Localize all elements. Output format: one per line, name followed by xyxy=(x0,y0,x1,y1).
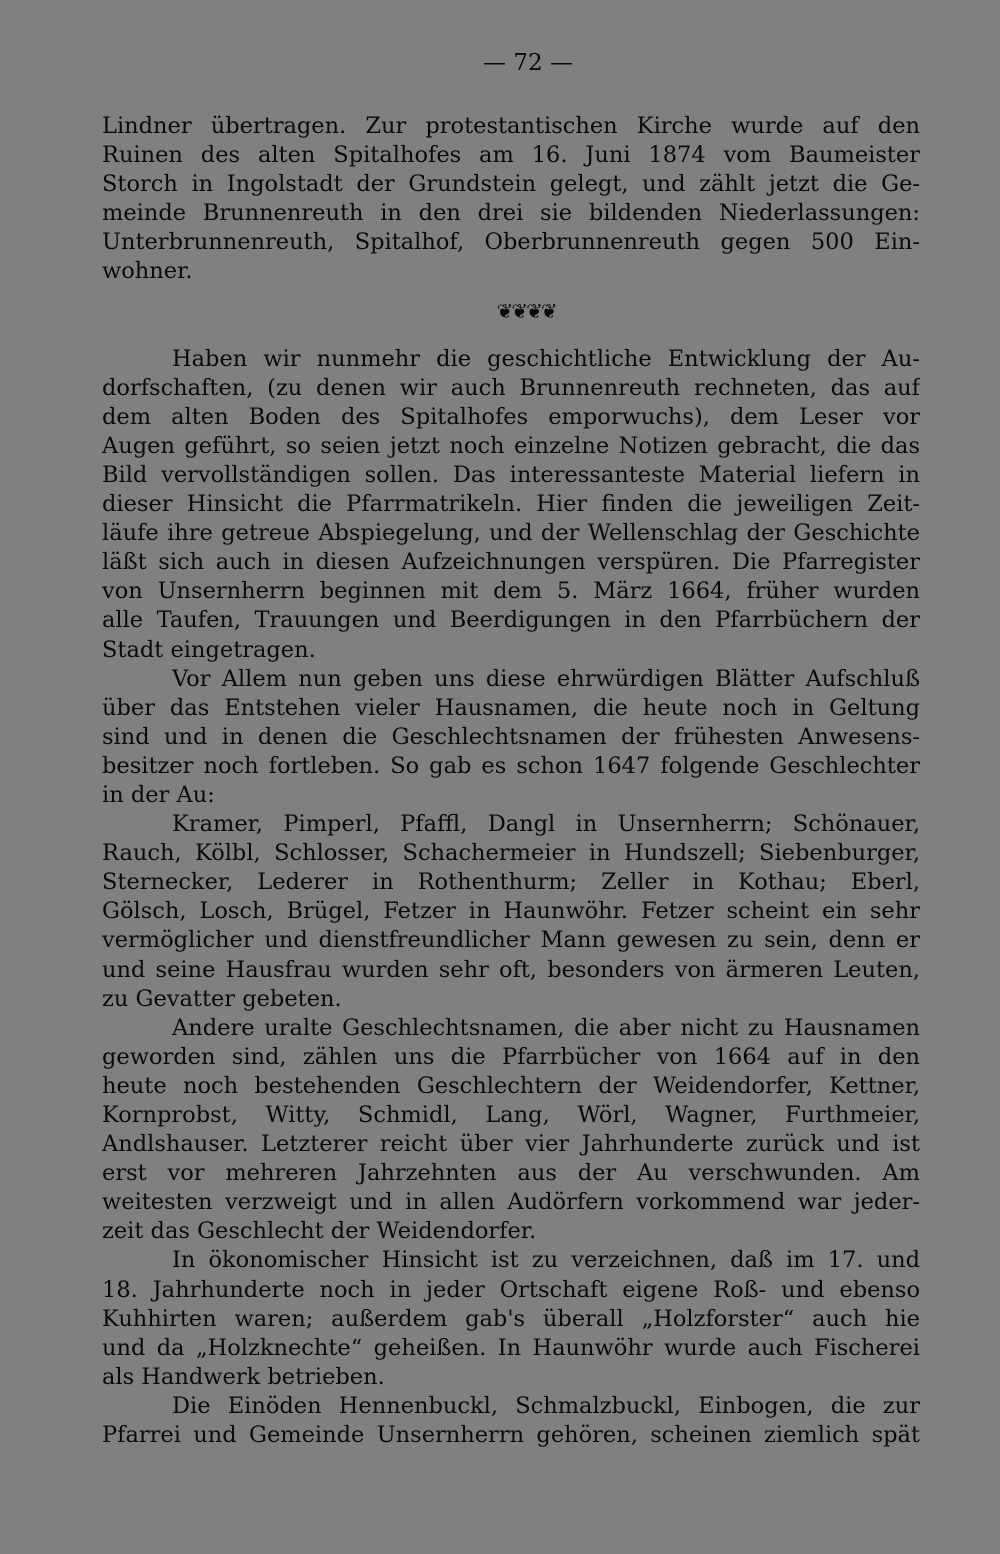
text-line: Storch in Ingolstadt der Grundstein gelegt, und zählt jetzt die Ge- xyxy=(102,171,920,198)
text-line: dieser Hinsicht die Pfarrmatrikeln. Hier finden die jeweiligen Zeit- xyxy=(102,491,920,518)
text-line: dem alten Boden des Spitalhofes emporwuchs), dem Leser vor xyxy=(102,403,920,430)
text-line: zeit das Geschlecht der Weidendorfer. xyxy=(102,1218,537,1245)
text-line: in der Au: xyxy=(102,781,215,808)
text-line: zu Gevatter gebeten. xyxy=(102,985,342,1012)
text-line: Pfarrei und Gemeinde Unsernherrn gehören, scheinen ziemlich spät xyxy=(102,1422,920,1449)
text-line: Kramer, Pimperl, Pfaffl, Dangl in Unsernherrn; Schönauer, xyxy=(172,811,920,838)
text-line: Unterbrunnenreuth, Spitalhof, Oberbrunnenreuth gegen 500 Ein- xyxy=(102,229,920,256)
text-line: Ruinen des alten Spitalhofes am 16. Juni 1874 vom Baumeister xyxy=(102,142,920,169)
text-line: dorfschaften, (zu denen wir auch Brunnenreuth rechneten, das auf xyxy=(102,374,920,401)
paragraph xyxy=(102,1392,920,1450)
text-line: läßt sich auch in diesen Aufzeichnungen verspüren. Die Pfarregister xyxy=(102,549,920,576)
text-line: Bild vervollständigen sollen. Das interessanteste Material liefern in xyxy=(102,461,920,488)
text-line: Stadt eingetragen. xyxy=(102,636,316,663)
text-line: Sternecker, Lederer in Rothenthurm; Zeller in Kothau; Eberl, xyxy=(102,869,920,896)
text-line: In ökonomischer Hinsicht ist zu verzeichnen, daß im 17. und xyxy=(172,1247,920,1274)
paragraph xyxy=(102,1014,920,1247)
ornament-fleuron-icon: ❦❦❦❦ xyxy=(496,298,556,323)
body-text xyxy=(102,112,920,1450)
text-line: Andere uralte Geschlechtsnamen, die aber nicht zu Hausnamen xyxy=(172,1014,920,1041)
text-line: Augen geführt, so seien jetzt noch einzelne Notizen gebracht, die das xyxy=(102,432,920,459)
text-line: erst vor mehreren Jahrzehnten aus der Au verschwunden. Am xyxy=(102,1160,920,1187)
paragraph xyxy=(102,665,920,810)
text-line: Gölsch, Losch, Brügel, Fetzer in Haunwöhr. Fetzer scheint ein sehr xyxy=(102,898,920,925)
text-line: vermöglicher und dienstfreundlicher Mann gewesen zu sein, denn er xyxy=(102,927,920,954)
paragraph xyxy=(102,345,920,665)
text-line: Lindner übertragen. Zur protestantischen Kirche wurde auf den xyxy=(102,113,920,139)
text-line: läufe ihre getreue Abspiegelung, und der Wellenschlag der Geschichte xyxy=(102,520,920,547)
text-line: Kornprobst, Witty, Schmidl, Lang, Wörl, Wagner, Furthmeier, xyxy=(102,1102,920,1128)
paragraph xyxy=(102,112,920,287)
text-line: heute noch bestehenden Geschlechtern der Weidendorfer, Kettner, xyxy=(102,1072,920,1099)
text-line: sind und in denen die Geschlechtsnamen der frühesten Anwesens- xyxy=(102,723,920,750)
paragraph xyxy=(102,810,920,1014)
text-line: besitzer noch fortleben. So gab es schon 1647 folgende Geschlechter xyxy=(102,752,920,779)
text-line: von Unsernherrn beginnen mit dem 5. März 1664, früher wurden xyxy=(102,578,920,605)
text-line: wohner. xyxy=(102,258,193,285)
text-line: und da „Holzknechte“ geheißen. In Haunwöhr wurde auch Fischerei xyxy=(102,1334,920,1361)
text-line: Andlshauser. Letzterer reicht über vier Jahrhunderte zurück und ist xyxy=(102,1131,920,1158)
text-line: Rauch, Kölbl, Schlosser, Schachermeier in Hundszell; Siebenburger, xyxy=(102,840,920,867)
text-line: meinde Brunnenreuth in den drei sie bildenden Niederlassungen: xyxy=(102,200,920,227)
text-line: als Handwerk betrieben. xyxy=(102,1363,385,1390)
text-line: alle Taufen, Trauungen und Beerdigungen in den Pfarrbüchern der xyxy=(102,607,920,634)
text-line: Haben wir nunmehr die geschichtliche Entwicklung der Au- xyxy=(172,345,920,372)
book-page xyxy=(102,48,920,1468)
page-number: — 72 — xyxy=(483,50,573,76)
text-line: Kuhhirten waren; außerdem gab's überall „Holzforster“ auch hie xyxy=(102,1305,920,1332)
paragraph xyxy=(102,1246,920,1391)
text-line: geworden sind, zählen uns die Pfarrbücher von 1664 auf in den xyxy=(102,1043,920,1070)
text-line: 18. Jahrhunderte noch in jeder Ortschaft eigene Roß- und ebenso xyxy=(102,1276,920,1303)
text-line: und seine Hausfrau wurden sehr oft, besonders von ärmeren Leuten, xyxy=(102,956,920,983)
text-line: weitesten verzweigt und in allen Audörfern vorkommend war jeder- xyxy=(102,1189,920,1216)
text-line: über das Entstehen vieler Hausnamen, die heute noch in Geltung xyxy=(102,694,920,721)
text-line: Die Einöden Hennenbuckl, Schmalzbuckl, Einbogen, die zur xyxy=(172,1392,920,1419)
text-line: Vor Allem nun geben uns diese ehrwürdigen Blätter Aufschluß xyxy=(172,665,920,692)
section-ornament xyxy=(102,287,920,345)
